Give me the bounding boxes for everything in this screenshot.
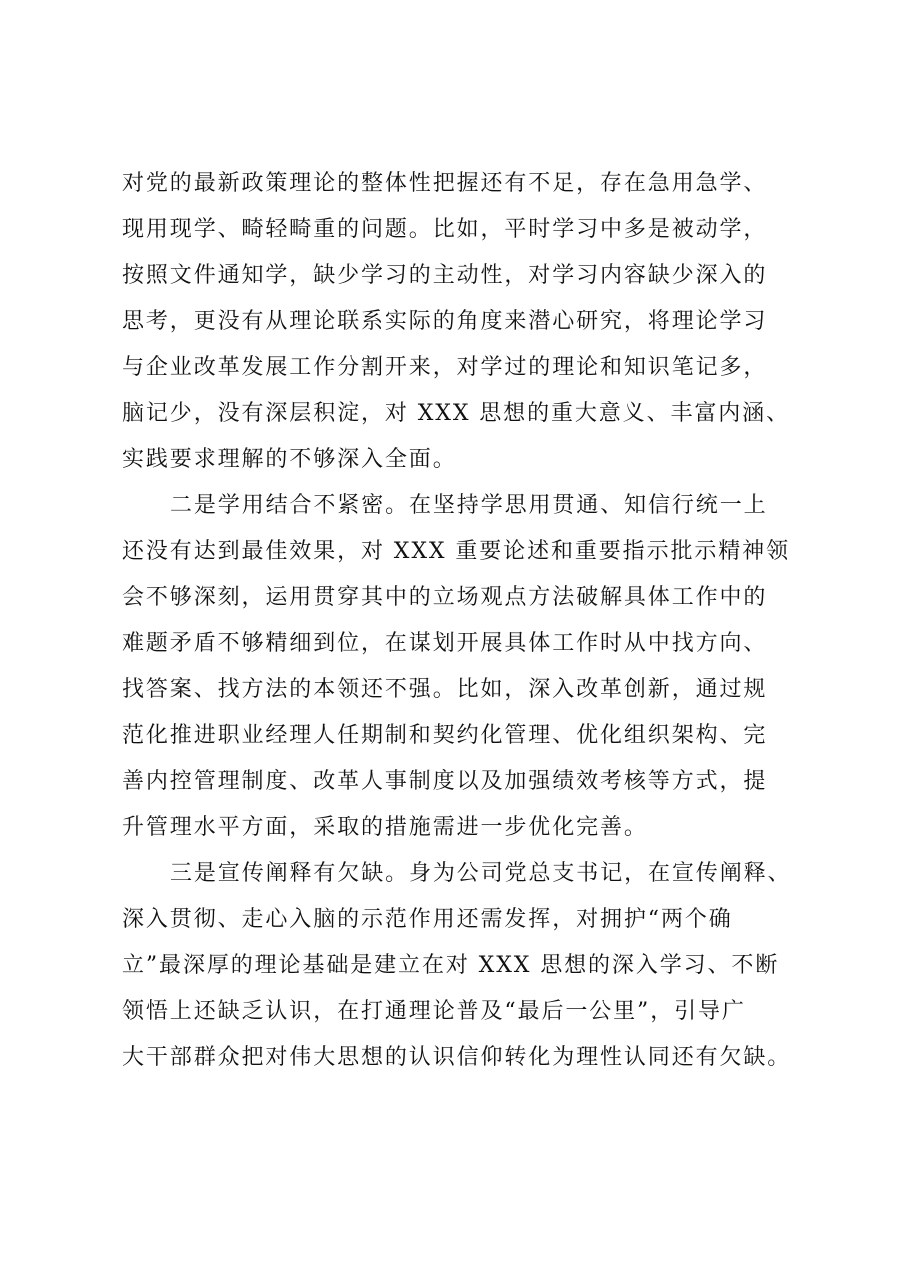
text-line: 与企业改革发展工作分割开来，对学过的理论和知识笔记多，: [122, 355, 768, 380]
text-line: 思考，更没有从理论联系实际的角度来潜心研究，将理论学习: [122, 309, 768, 334]
paragraph-point-three: [122, 851, 822, 1081]
text-line: 找答案、找方法的本领还不强。比如，深入改革创新，通过规: [122, 677, 768, 702]
text-line: 深入贯彻、走心入脑的示范作用还需发挥，对拥护“两个确: [122, 907, 733, 932]
text-line: 难题矛盾不够精细到位，在谋划开展具体工作时从中找方向、: [122, 631, 768, 656]
text-line: 会不够深刻，运用贯穿其中的立场观点方法破解具体工作中的: [122, 585, 768, 610]
document-body: [122, 161, 822, 1081]
paragraph-continuation: [122, 161, 822, 483]
text-line: 二是学用结合不紧密。在坚持学思用贯通、知信行统一上: [170, 493, 768, 518]
paragraph-point-two: [122, 483, 822, 851]
text-line: 现用现学、畸轻畸重的问题。比如，平时学习中多是被动学，: [122, 217, 768, 242]
text-line: 按照文件通知学，缺少学习的主动性，对学习内容缺少深入的: [122, 263, 768, 288]
text-line: 脑记少，没有深层积淀，对 XXX 思想的重大意义、丰富内涵、: [122, 401, 790, 426]
text-line: 三是宣传阐释有欠缺。身为公司党总支书记，在宣传阐释、: [170, 861, 792, 886]
text-line: 实践要求理解的不够深入全面。: [122, 447, 457, 472]
text-line: 善内控管理制度、改革人事制度以及加强绩效考核等方式，提: [122, 769, 768, 794]
text-line: 领悟上还缺乏认识，在打通理论普及“最后一公里”，引导广: [122, 999, 746, 1024]
text-line: 立”最深厚的理论基础是建立在对 XXX 思想的深入学习、不断: [122, 953, 780, 978]
text-line: 还没有达到最佳效果，对 XXX 重要论述和重要指示批示精神领: [122, 539, 790, 564]
text-line: 升管理水平方面，采取的措施需进一步优化完善。: [122, 815, 648, 840]
text-line: 范化推进职业经理人任期制和契约化管理、优化组织架构、完: [122, 723, 768, 748]
text-line: 大干部群众把对伟大思想的认识信仰转化为理性认同还有欠缺。: [122, 1045, 792, 1070]
text-line: 对党的最新政策理论的整体性把握还有不足，存在急用急学、: [122, 171, 768, 196]
